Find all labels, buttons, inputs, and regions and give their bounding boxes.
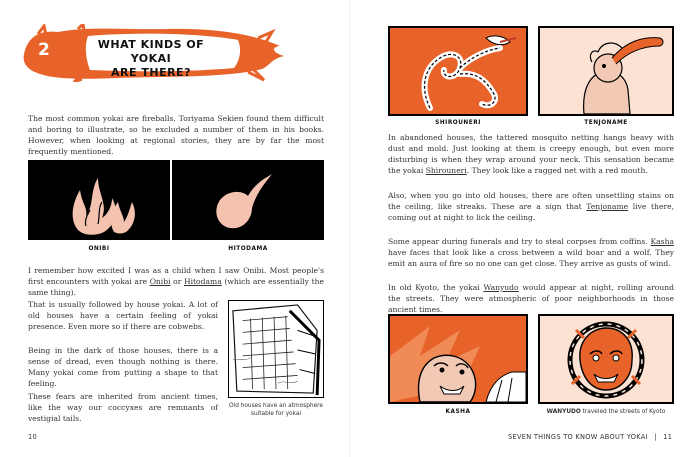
paragraph-ancient-fears: These fears are inherited from ancient times, like the way our coccyxes are remnants of vestigial tails. xyxy=(28,392,218,423)
footer-separator: | xyxy=(654,433,657,441)
title-line-1: WHAT KINDS OF YOKAI xyxy=(97,38,205,65)
text-segment: In abandoned houses, the tattered mosquito netting hangs heavy with dust and mold. Just looking at them is creepy enough, but even more disturbing is when they wrap around your neck. This sensation became the yokai xyxy=(388,133,674,175)
page-number-right: 11 xyxy=(663,433,673,441)
paragraph-darkness: Being in the dark of those houses, there is a sense of dread, even though nothing is there. Many yokai come from putting a shape to that feeling. xyxy=(28,346,218,388)
caption-kasha: KASHA xyxy=(445,409,471,415)
hitodama-illustration xyxy=(172,160,324,240)
paragraph-onibi xyxy=(28,265,324,298)
paragraph-tenjoname xyxy=(388,190,674,223)
wanyudo-illustration xyxy=(538,314,674,404)
chapter-title xyxy=(76,38,226,80)
paragraph-shirouneri xyxy=(388,132,674,176)
running-footer-title: SEVEN THINGS TO KNOW ABOUT YOKAI xyxy=(508,433,648,441)
link-onibi: Onibi xyxy=(149,277,171,286)
text-segment: Some appear during funerals and try to steal corpses from coffins. xyxy=(388,237,651,246)
text-segment: live there, coming out at night to lick the ceiling. xyxy=(388,202,674,222)
paragraph-fireballs: The most common yokai are fireballs. Toriyama Sekien found them difficult and boring to illustrate, so he excluded a number of them in his books. However, when looking at regional stories, they are by far the most frequently mentioned. xyxy=(28,114,324,156)
onibi-illustration xyxy=(28,160,170,240)
link-kasha: Kasha xyxy=(650,237,674,246)
caption-hitodama: HITODAMA xyxy=(228,246,268,252)
text-segment: In old Kyoto, the yokai xyxy=(388,283,484,292)
link-wanyudo: Wanyudo xyxy=(483,283,519,292)
tenjoname-illustration xyxy=(538,26,674,116)
chapter-number: 2 xyxy=(38,40,50,60)
text-segment: I remember how excited I was as a child when I saw Onibi. Most people's first encounters with yokai are xyxy=(28,266,324,286)
text-segment: would appear at night, rolling around the streets. They were atmospheric of poor neighborhoods in those ancient times. xyxy=(388,283,674,314)
running-footer xyxy=(508,433,672,441)
title-line-2: ARE THERE? xyxy=(111,66,191,79)
caption-onibi: ONIBI xyxy=(88,246,110,252)
paragraph-kasha xyxy=(388,236,674,269)
link-hitodama: Hitodama xyxy=(183,277,222,286)
text-segment: or xyxy=(170,277,184,286)
text-segment: have faces that look like a cross between a wild boar and a wolf. They emit an aura of fire so no one can get close. They arrive as gusts of wind. xyxy=(388,248,674,268)
text-segment: Also, when you go into old houses, there are often unsettling stains on the ceiling, like streaks. These are a sign that xyxy=(388,191,674,211)
paragraph-house-yokai: That is usually followed by house yokai. A lot of old houses have a certain feeling of yokai presence. Even more so if there are cobwebs. xyxy=(28,300,218,331)
shirouneri-illustration xyxy=(388,26,528,116)
caption-shirouneri: SHIROUNERI xyxy=(435,120,481,126)
link-shirouneri: Shirouneri xyxy=(425,166,467,175)
kasha-illustration xyxy=(388,314,528,404)
page-number-left: 10 xyxy=(28,433,37,441)
old-house-illustration xyxy=(228,300,324,398)
right-page xyxy=(350,0,700,457)
caption-wanyudo-text: traveled the streets of Kyoto xyxy=(580,409,666,415)
paragraph-wanyudo xyxy=(388,282,674,315)
text-segment: . They look like a ragged net with a red mouth. xyxy=(466,166,648,175)
caption-wanyudo-name: WANYUDO xyxy=(546,409,581,415)
caption-old-house: Old houses have an atmosphere suitable for yokai xyxy=(229,403,323,417)
text-segment: (which are essentially the same thing). xyxy=(28,277,325,297)
caption-wanyudo xyxy=(534,408,678,416)
link-tenjoname: Tenjoname xyxy=(586,202,629,211)
caption-tenjoname: TENJONAME xyxy=(584,120,628,126)
